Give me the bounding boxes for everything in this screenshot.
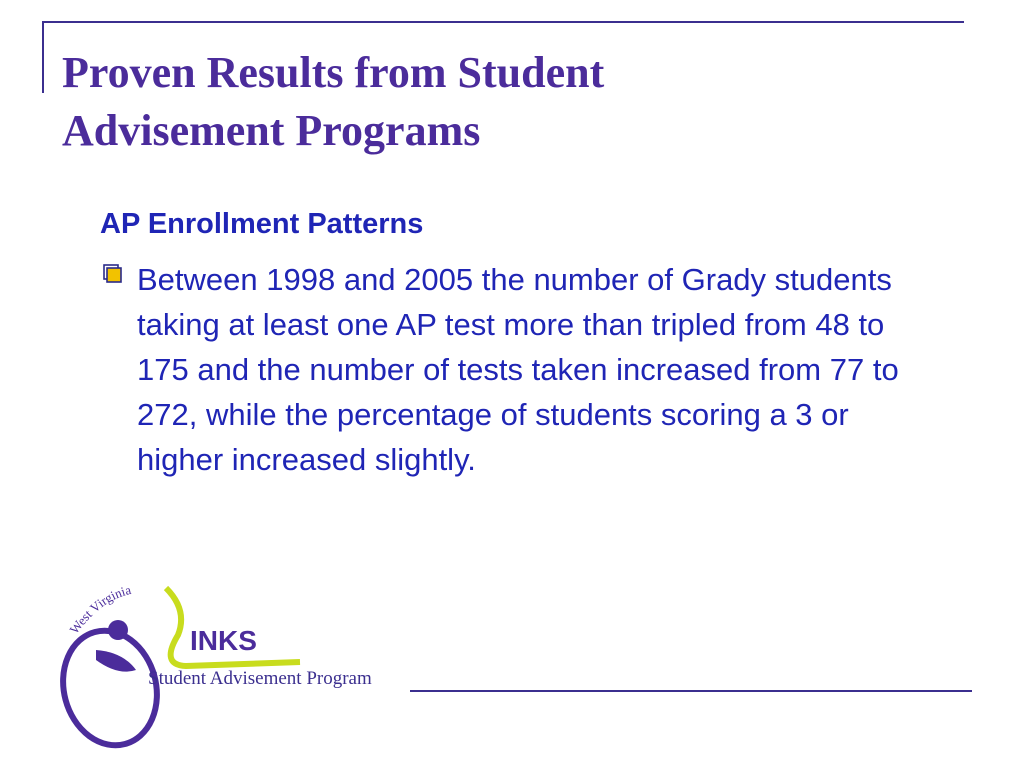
- checkbox-bullet-icon: [103, 264, 123, 284]
- logo-figure-head: [108, 620, 128, 640]
- bullet-paragraph: Between 1998 and 2005 the number of Grady students taking at least one AP test more than tripled from 48 to 175 and the number of tests taken increased from 77 to 272, while the percentage of students scoring a 3 or higher increased slightly.: [137, 262, 899, 477]
- slide-title-line-1: Proven Results from Student: [62, 48, 605, 97]
- slide-title-line-2: Advisement Programs: [62, 106, 481, 155]
- footer-rule: [410, 690, 972, 692]
- logo-wordmark: INKS: [190, 625, 257, 656]
- logo-figure-body: [96, 650, 136, 672]
- links-program-logo: [48, 580, 478, 750]
- slide-frame-top-rule: [42, 21, 964, 23]
- section-subheading: AP Enrollment Patterns: [100, 208, 424, 240]
- logo-caption: Student Advisement Program: [148, 668, 372, 689]
- logo-arc-text: West Virginia: [66, 582, 133, 637]
- slide-title: [62, 44, 962, 160]
- slide-frame-left-rule: [42, 21, 44, 93]
